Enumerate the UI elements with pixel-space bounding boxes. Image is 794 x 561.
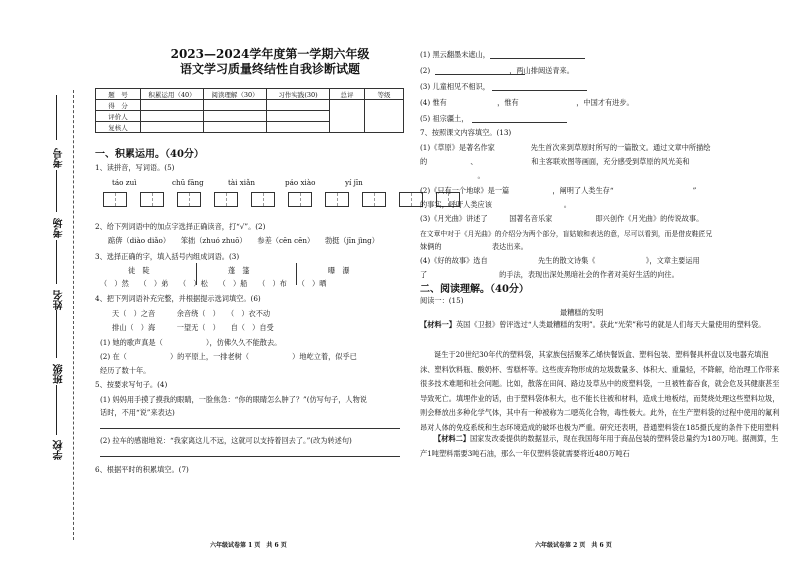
score-row-label: 得 分	[96, 100, 141, 111]
binding-label-banji: 班级	[54, 364, 65, 384]
pinyin-4: páo xiào	[285, 178, 316, 187]
poem-blank-1: (1) 黑云翻墨未遮山，	[420, 50, 490, 59]
score-entry[interactable]	[141, 100, 204, 111]
material-2-text: 国家发改委提供的数据显示，现在我国每年用于商品包装的塑料袋总量约为180万吨。据测算，生产1吨塑料需要3吨石油，那么一年仅塑料袋就需要将近480万吨石	[420, 434, 779, 458]
binding-field-kaochang[interactable]	[56, 170, 57, 212]
q2-options[interactable]: 踮倴（diào diǎo） 笨拙（zhuó zhuō） 参差（cēn cēn） 勃挺（jīn jìng）	[108, 236, 379, 245]
answer-line[interactable]	[492, 90, 587, 91]
pinyin-1: táo zuì	[112, 178, 137, 187]
binding-margin	[0, 0, 82, 561]
q3-head-3: 曝 瀑	[328, 266, 350, 275]
writing-box[interactable]	[288, 192, 312, 207]
writing-box[interactable]	[362, 192, 386, 207]
binding-field-xuexiao[interactable]	[56, 385, 57, 435]
binding-label-xuexiao: 学校	[54, 440, 65, 460]
q4-idioms-1[interactable]: 天（ ）之音 余音绕（ ） （ ）衣不动	[112, 309, 271, 318]
score-entry[interactable]	[330, 100, 365, 133]
poem-blank-3: (3) 儿童相见不相识，	[420, 82, 490, 91]
writing-box[interactable]	[140, 192, 164, 207]
article-title: 最糟糕的发明	[560, 308, 604, 317]
material-1-body-text: 诞生于20世纪30年代的塑料袋，其家族包括聚苯乙烯快餐饭盒、塑料包装、塑料餐具杯盘以及电器充填泡沫、塑料饮料瓶、酸奶杯、雪糕杯等。这些废弃物形成的垃圾数量多、体积大、重量轻，不降解，给治理工作带来很多技术难题和社会问题。比如，散落在田间、路边及草丛中的废塑料袋，一旦被牲畜吞食，就会危及其健康甚至导致死亡。填埋作业的话，由于塑料袋体积大，也不能长往被和材料，造成土地板结，而焚烧处理这些塑料垃圾，则会释放出多种化学气体，其中有一种被称为二噁英化合物，毒性极大。此外，在生产塑料袋的过程中使用的氟利昂对人体的免疫系统和生态环境造成的破坏也极为严重。研究还表明，普通塑料袋在185摄氏度的条件下使用塑料	[420, 350, 780, 432]
q7-item-2[interactable]: (2)《只有一个地球》是一篇 ，阐明了人类生存“ ”	[420, 186, 697, 195]
poem-blank-5: (5) 祖宗疆土，	[420, 114, 469, 123]
q7-item-1c[interactable]: 。	[420, 171, 485, 180]
score-cell: 积累运用（40）	[141, 89, 204, 100]
writing-box[interactable]	[325, 192, 349, 207]
q3-head-2: 蓬 篷	[228, 266, 250, 275]
q7-item-3c[interactable]: 妹俩的 表达出来。	[420, 242, 528, 251]
pinyin-3: tài xiǎn	[228, 178, 256, 187]
page-footer-2: 六年级试卷第 2 页 共 6 页	[535, 542, 612, 549]
score-cell: 总评	[330, 89, 365, 100]
q5-prompt: 5、按要求写句子。(4)	[95, 380, 168, 389]
q5-item-2: (2) 拉车的感谢地说：“我家离这儿不远，这就可以支持着回去了。”(改为转述句)	[100, 436, 352, 445]
q3-head-1: 徒 陡	[128, 266, 150, 275]
material-2	[420, 432, 780, 532]
q4-sentence-2b: 经历了数十年。	[100, 366, 151, 375]
q7-item-2b[interactable]: 的事实，呼吁人类应该 。	[420, 200, 571, 209]
score-table-header	[96, 89, 404, 100]
pinyin-5: yí jīn	[345, 178, 363, 187]
q4-prompt: 4、把下列词语补充完整，并根据提示选词填空。(6)	[95, 294, 261, 303]
q7-item-4b[interactable]: 了 的手法，表现出深处黑暗社会的作者对美好生活的向往。	[420, 270, 679, 279]
reading-1-label: 阅读一：(15)	[420, 296, 464, 305]
material-1	[420, 318, 780, 333]
q7-item-4[interactable]: (4)《好的故事》选自 先生的散文诗集《 》，文章主要运用	[420, 256, 700, 265]
score-cell: 阅读理解（30）	[204, 89, 267, 100]
score-cell: 题 号	[96, 89, 141, 100]
score-cell: 习作实践(30)	[267, 89, 330, 100]
exam-title-line2: 语文学习质量终结性自我诊断试题	[179, 62, 360, 76]
q7-item-3[interactable]: (3)《月光曲》讲述了 国著名音乐家 即兴创作《月光曲》的传说故事。	[420, 214, 704, 223]
score-entry[interactable]	[141, 111, 204, 122]
answer-line[interactable]	[490, 58, 585, 59]
material-2-label: 【材料二】	[434, 434, 470, 443]
q5-item-1: (1) 妈妈用手摸了摸我的眼睛，一脸焦急：“你的眼睛怎么肿了？”(仿写句子，人物说	[100, 395, 367, 404]
q7-item-3b: 在文章中对于《月光曲》的介绍分为两个部分，盲姑娘和表达的意，尽可以看到，而是借皮鞋匠兄	[420, 230, 713, 238]
q4-sentence-1[interactable]: (1) 她的歌声真是（ ），仿佛久久不能散去。	[100, 338, 282, 347]
q4-sentence-2[interactable]: (2) 在（ ）的平原上，一排老树（ ）地屹立着，似乎已	[100, 352, 357, 361]
score-entry[interactable]	[365, 100, 404, 133]
q7-item-1[interactable]: (1)《草原》是著名作家 先生首次来到草原时所写的一篇散文。通过文章中所描绘	[420, 143, 711, 152]
section-1-heading: 一、积累运用。（40分）	[95, 149, 204, 160]
answer-line[interactable]	[435, 74, 525, 75]
tianzige-row	[103, 192, 460, 207]
binding-field-banji[interactable]	[56, 310, 57, 358]
page-footer-1: 六年级试卷第 1 页 共 6 页	[210, 542, 287, 549]
score-entry[interactable]	[204, 111, 267, 122]
score-cell: 等级	[365, 89, 404, 100]
q7-prompt: 7、按照课文内容填空。(13)	[420, 128, 512, 137]
material-1-text: 英国《卫报》曾评选过“人类最糟糕的发明”。获此“光荣”称号的就是人们每天大量使用的塑料袋。	[455, 320, 766, 329]
poem-blank-4: (4) 惟有 ，惟有 ，中国才有进步。	[420, 98, 634, 107]
binding-label-xingming: 姓名	[54, 290, 65, 310]
answer-line[interactable]	[100, 456, 400, 457]
score-entry[interactable]	[204, 100, 267, 111]
q3-blanks[interactable]: （ ）然 （ ）弟 （ ）松 （ ）船 （ ）布 （ ）晒	[100, 279, 327, 288]
binding-field-kaohao[interactable]	[56, 95, 57, 140]
section-2-heading: 二、阅读理解。（40分）	[420, 284, 529, 295]
score-entry[interactable]	[267, 111, 330, 122]
binding-label-kaochang: 考场	[54, 218, 65, 238]
material-1-body	[420, 348, 780, 432]
score-entry[interactable]	[267, 122, 330, 133]
q5-item-1b: 话时，不用“说”来表达)	[100, 408, 175, 417]
writing-box[interactable]	[103, 192, 127, 207]
poem-blank-2: (2) ，两山排闼送青来。	[420, 66, 574, 75]
q3-prompt: 3、选择正确的字，填入括号内组成词语。(3)	[95, 252, 240, 261]
exam-title-line1: 2023—2024学年度第一学期六年级	[170, 47, 370, 61]
material-1-label: 【材料一】	[420, 320, 456, 329]
q4-idioms-2[interactable]: 排山（ ）海 一望无（ ） 自（ ）自受	[112, 323, 274, 332]
pinyin-2: chū fāng	[172, 178, 204, 187]
binding-line	[73, 90, 74, 540]
writing-box[interactable]	[214, 192, 238, 207]
score-entry[interactable]	[204, 122, 267, 133]
q6-prompt: 6、根据平时的积累填空。(7)	[95, 465, 189, 474]
score-entry[interactable]	[141, 122, 204, 133]
score-entry[interactable]	[267, 100, 330, 111]
q2-prompt: 2、给下列词语中的加点字选择正确读音，打“√”。(2)	[95, 222, 266, 231]
writing-box[interactable]	[177, 192, 201, 207]
binding-label-kaohao: 考号	[54, 148, 65, 168]
binding-field-xingming[interactable]	[56, 240, 57, 284]
score-table	[95, 88, 404, 133]
score-row-label: 复核人	[96, 122, 141, 133]
writing-box[interactable]	[251, 192, 275, 207]
answer-line[interactable]	[472, 122, 567, 123]
answer-line[interactable]	[100, 428, 400, 429]
score-row-label: 评价人	[96, 111, 141, 122]
q1-prompt: 1、读拼音，写词语。(5)	[95, 163, 175, 172]
q7-item-1b[interactable]: 的 、 和主客联欢图等画面，充分感受到草原的风光美和	[420, 157, 690, 166]
